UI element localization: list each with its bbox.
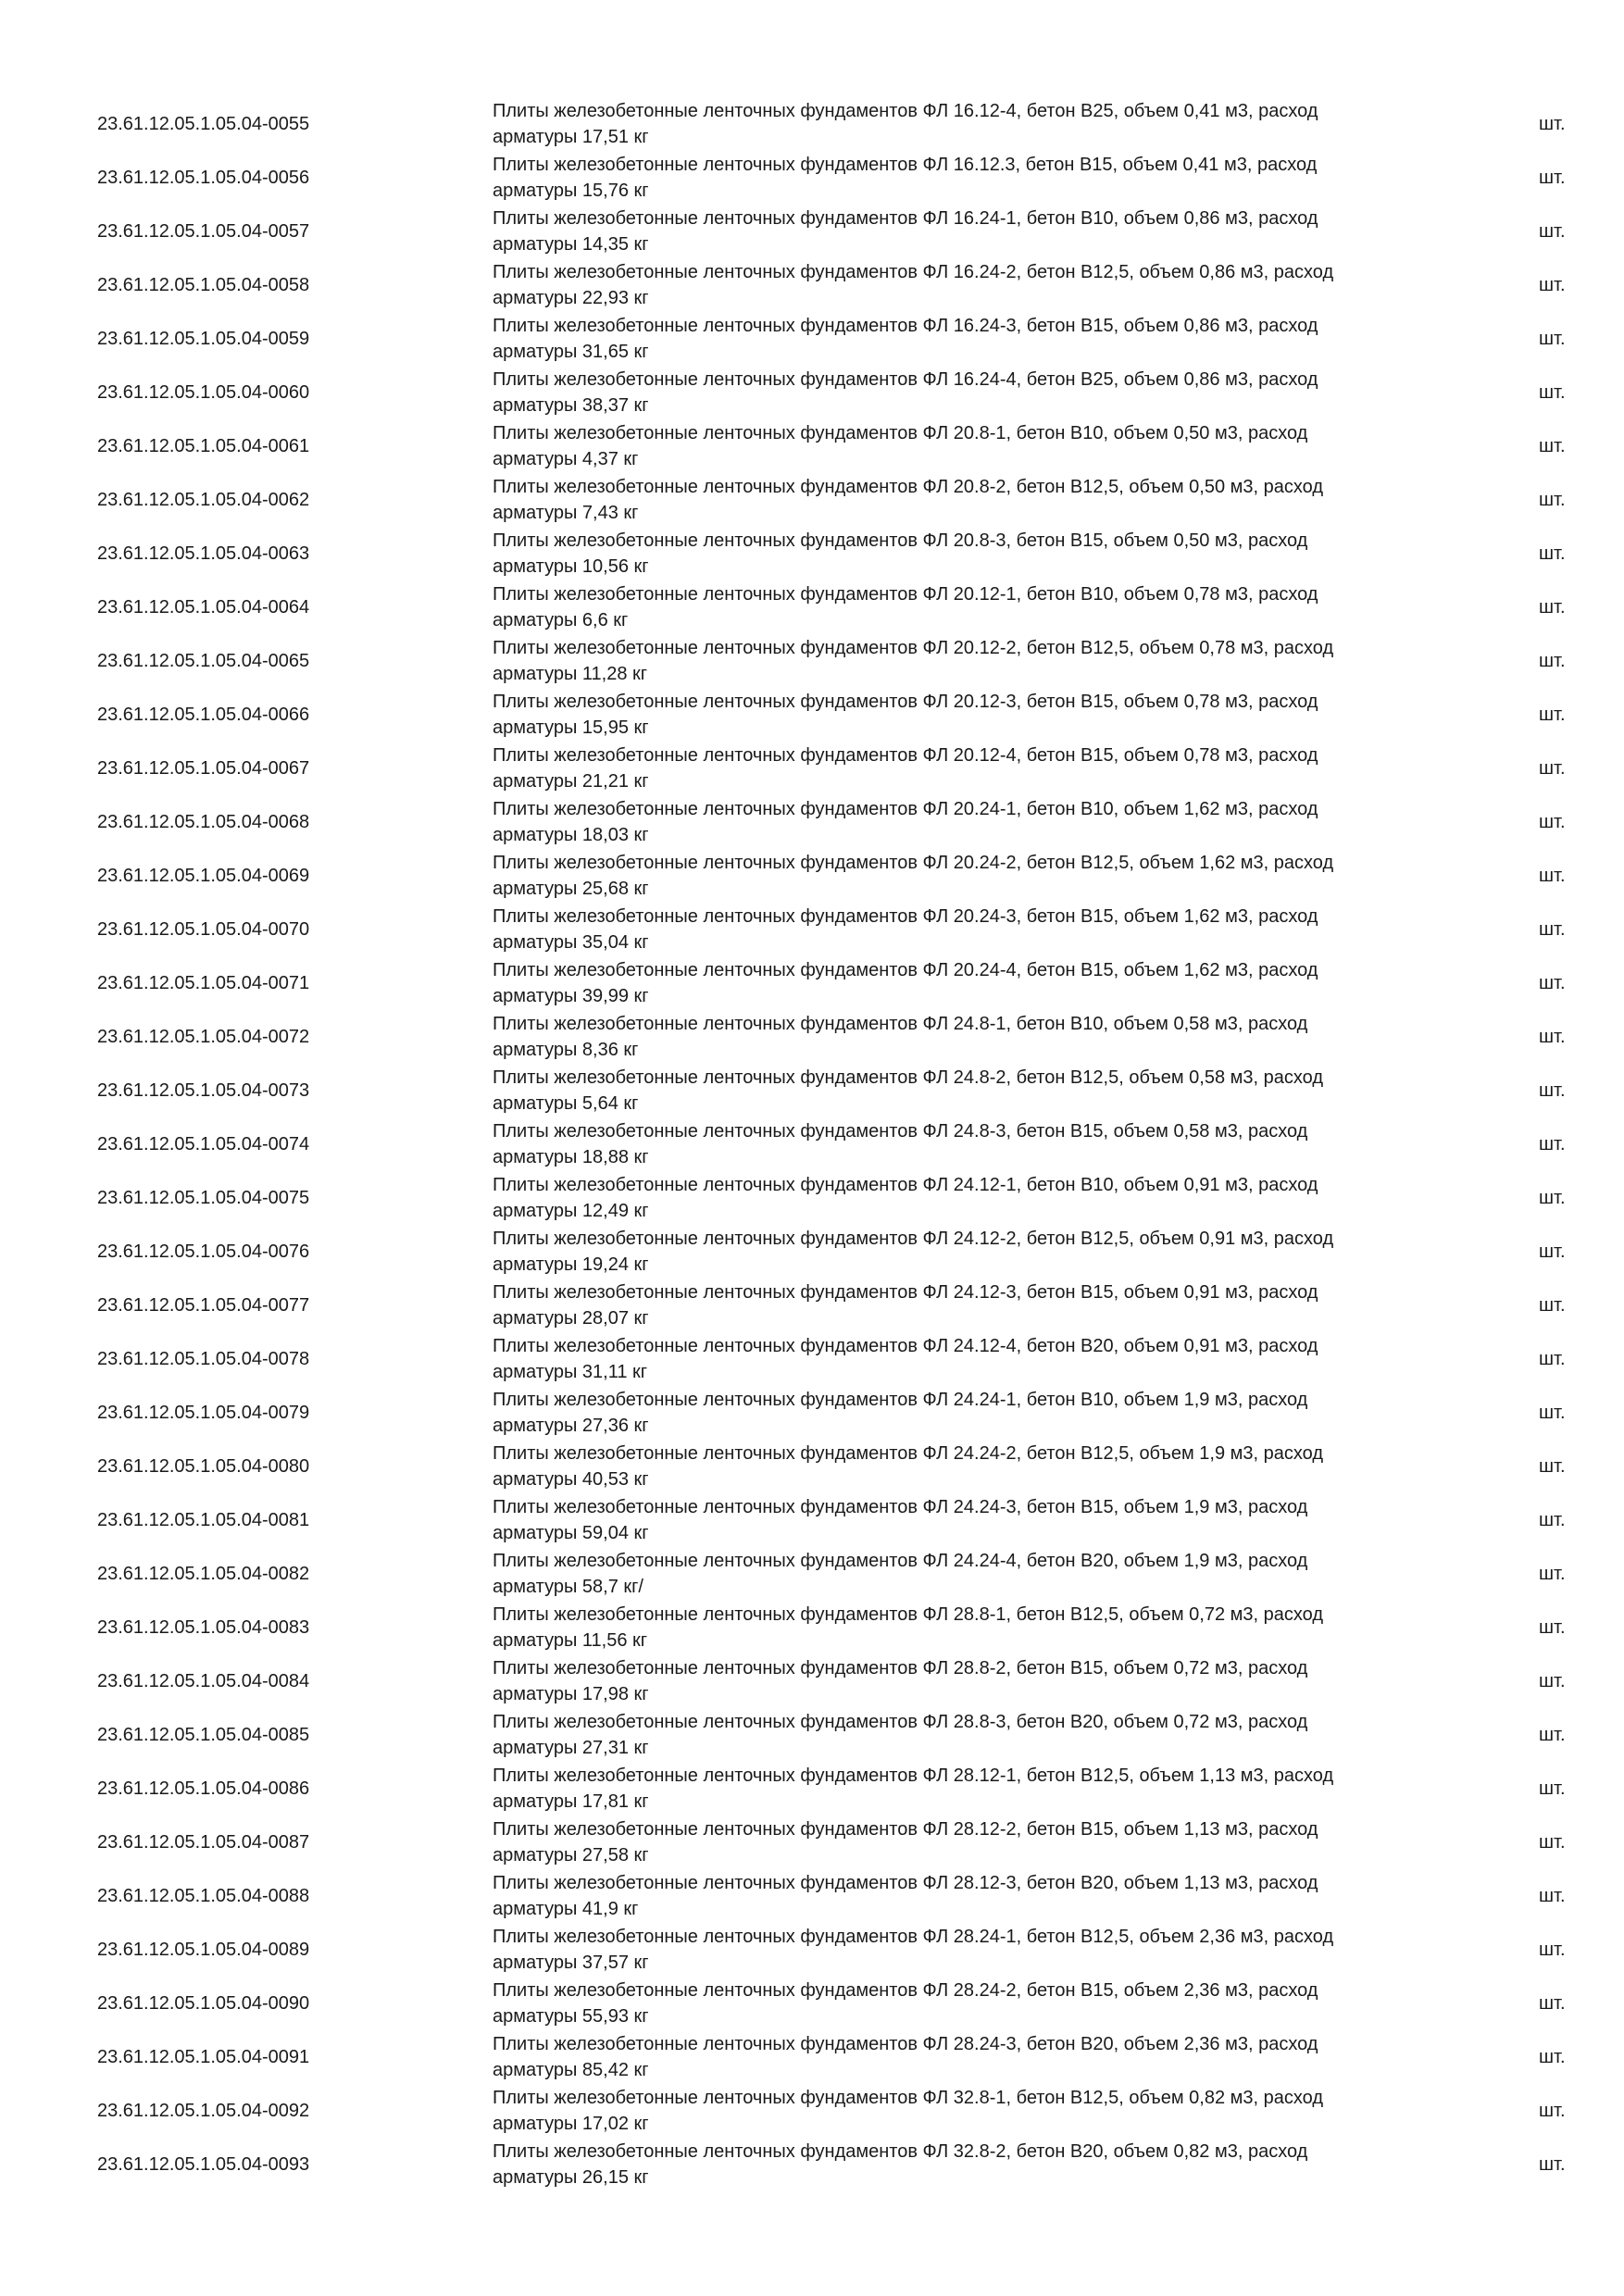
item-description-line2: арматуры 31,11 кг <box>493 1362 648 1382</box>
item-unit: шт. <box>1539 1617 1566 1638</box>
table-row <box>0 1010 1624 1064</box>
item-description <box>493 1172 1437 1224</box>
item-description-line2: арматуры 39,99 кг <box>493 986 649 1006</box>
item-code: 23.61.12.05.1.05.04-0060 <box>97 382 310 403</box>
item-code: 23.61.12.05.1.05.04-0091 <box>97 2047 310 2067</box>
item-unit: шт. <box>1539 1080 1566 1101</box>
table-row <box>0 1440 1624 1493</box>
item-code: 23.61.12.05.1.05.04-0084 <box>97 1671 310 1691</box>
item-description <box>493 2139 1437 2190</box>
item-description-line2: арматуры 27,58 кг <box>493 1845 649 1866</box>
item-description-line2: арматуры 35,04 кг <box>493 932 649 953</box>
item-description <box>493 581 1437 633</box>
item-description-line2: арматуры 15,95 кг <box>493 718 649 738</box>
table-row <box>0 1869 1624 1923</box>
item-unit: шт. <box>1539 1886 1566 1906</box>
table-row <box>0 1117 1624 1171</box>
item-description-line1: Плиты железобетонные ленточных фундаментов ФЛ 20.24-2, бетон В12,5, объем 1,62 м3, расход <box>493 853 1334 873</box>
table-row <box>0 1225 1624 1279</box>
item-description-line1: Плиты железобетонные ленточных фундаментов ФЛ 24.12-3, бетон В15, объем 0,91 м3, расход <box>493 1282 1318 1303</box>
item-description-line1: Плиты железобетонные ленточных фундаментов ФЛ 20.12-4, бетон В15, объем 0,78 м3, расход <box>493 745 1318 766</box>
item-description-line2: арматуры 10,56 кг <box>493 556 649 577</box>
item-unit: шт. <box>1539 651 1566 671</box>
item-description-line1: Плиты железобетонные ленточных фундаментов ФЛ 20.12-2, бетон В12,5, объем 0,78 м3, расход <box>493 638 1334 658</box>
item-description-line2: арматуры 17,98 кг <box>493 1684 649 1704</box>
item-description <box>493 1118 1437 1170</box>
item-description-line2: арматуры 25,68 кг <box>493 879 649 899</box>
item-description-line2: арматуры 58,7 кг/ <box>493 1577 643 1597</box>
table-row <box>0 1493 1624 1547</box>
table-row <box>0 1708 1624 1762</box>
table-row <box>0 2084 1624 2138</box>
item-unit: шт. <box>1539 329 1566 349</box>
item-description <box>493 367 1437 418</box>
item-code: 23.61.12.05.1.05.04-0068 <box>97 812 310 832</box>
table-row <box>0 473 1624 527</box>
item-code: 23.61.12.05.1.05.04-0081 <box>97 1510 310 1530</box>
item-description-line1: Плиты железобетонные ленточных фундаментов ФЛ 20.8-3, бетон В15, объем 0,50 м3, расход <box>493 530 1308 551</box>
item-description <box>493 1655 1437 1707</box>
item-description-line1: Плиты железобетонные ленточных фундаментов ФЛ 32.8-1, бетон В12,5, объем 0,82 м3, расход <box>493 2088 1324 2108</box>
item-code: 23.61.12.05.1.05.04-0082 <box>97 1564 310 1584</box>
item-code: 23.61.12.05.1.05.04-0077 <box>97 1295 310 1316</box>
item-code: 23.61.12.05.1.05.04-0073 <box>97 1080 310 1101</box>
table-row <box>0 419 1624 473</box>
item-description <box>493 1226 1437 1278</box>
item-unit: шт. <box>1539 1295 1566 1316</box>
item-code: 23.61.12.05.1.05.04-0062 <box>97 490 310 510</box>
item-description-line1: Плиты железобетонные ленточных фундаментов ФЛ 24.24-1, бетон В10, объем 1,9 м3, расход <box>493 1390 1308 1410</box>
item-unit: шт. <box>1539 1188 1566 1208</box>
item-unit: шт. <box>1539 1134 1566 1154</box>
item-description <box>493 796 1437 848</box>
item-description-line1: Плиты железобетонные ленточных фундаментов ФЛ 24.12-1, бетон В10, объем 0,91 м3, расход <box>493 1175 1318 1195</box>
item-code: 23.61.12.05.1.05.04-0061 <box>97 436 310 456</box>
item-code: 23.61.12.05.1.05.04-0056 <box>97 168 310 188</box>
item-description <box>493 206 1437 257</box>
item-description <box>493 1494 1437 1546</box>
item-description-line1: Плиты железобетонные ленточных фундаментов ФЛ 16.12-4, бетон В25, объем 0,41 м3, расход <box>493 101 1318 121</box>
item-description-line2: арматуры 17,51 кг <box>493 127 649 147</box>
item-description-line1: Плиты железобетонные ленточных фундаментов ФЛ 20.24-4, бетон В15, объем 1,62 м3, расход <box>493 960 1318 980</box>
table-row <box>0 1762 1624 1816</box>
item-description-line1: Плиты железобетонные ленточных фундаментов ФЛ 32.8-2, бетон В20, объем 0,82 м3, расход <box>493 2141 1308 2162</box>
item-description-line1: Плиты железобетонные ленточных фундаментов ФЛ 20.8-1, бетон В10, объем 0,50 м3, расход <box>493 423 1308 443</box>
item-unit: шт. <box>1539 2154 1566 2175</box>
item-code: 23.61.12.05.1.05.04-0071 <box>97 973 310 993</box>
item-description <box>493 1870 1437 1922</box>
item-description-line2: арматуры 26,15 кг <box>493 2167 649 2188</box>
item-unit: шт. <box>1539 973 1566 993</box>
item-code: 23.61.12.05.1.05.04-0074 <box>97 1134 310 1154</box>
item-description-line2: арматуры 6,6 кг <box>493 610 629 630</box>
item-description-line2: арматуры 12,49 кг <box>493 1201 649 1221</box>
item-description-line1: Плиты железобетонные ленточных фундаментов ФЛ 24.24-4, бетон В20, объем 1,9 м3, расход <box>493 1551 1308 1571</box>
item-code: 23.61.12.05.1.05.04-0086 <box>97 1778 310 1799</box>
item-description <box>493 1065 1437 1117</box>
item-description-line1: Плиты железобетонные ленточных фундаментов ФЛ 20.24-1, бетон В10, объем 1,62 м3, расход <box>493 799 1318 819</box>
item-description-line2: арматуры 59,04 кг <box>493 1523 649 1543</box>
item-description-line1: Плиты железобетонные ленточных фундаментов ФЛ 28.24-1, бетон В12,5, объем 2,36 м3, расход <box>493 1927 1334 1947</box>
item-unit: шт. <box>1539 1940 1566 1960</box>
item-unit: шт. <box>1539 168 1566 188</box>
item-description-line2: арматуры 11,28 кг <box>493 664 648 684</box>
item-unit: шт. <box>1539 114 1566 134</box>
item-unit: шт. <box>1539 812 1566 832</box>
item-description-line2: арматуры 4,37 кг <box>493 449 639 469</box>
item-unit: шт. <box>1539 919 1566 940</box>
item-description <box>493 2031 1437 2083</box>
table-row <box>0 1171 1624 1225</box>
table-row <box>0 795 1624 849</box>
item-description <box>493 420 1437 472</box>
item-description-line1: Плиты железобетонные ленточных фундаментов ФЛ 24.8-2, бетон В12,5, объем 0,58 м3, расход <box>493 1067 1324 1088</box>
table-row <box>0 1977 1624 2030</box>
item-description-line1: Плиты железобетонные ленточных фундаментов ФЛ 24.8-3, бетон В15, объем 0,58 м3, расход <box>493 1121 1308 1142</box>
table-row <box>0 527 1624 580</box>
item-unit: шт. <box>1539 221 1566 242</box>
item-code: 23.61.12.05.1.05.04-0069 <box>97 866 310 886</box>
item-unit: шт. <box>1539 866 1566 886</box>
item-description-line1: Плиты железобетонные ленточных фундаментов ФЛ 16.24-3, бетон В15, объем 0,86 м3, расход <box>493 316 1318 336</box>
table-row <box>0 1064 1624 1117</box>
item-description-line2: арматуры 17,81 кг <box>493 1791 649 1812</box>
item-code: 23.61.12.05.1.05.04-0088 <box>97 1886 310 1906</box>
item-description <box>493 528 1437 580</box>
item-description-line1: Плиты железобетонные ленточных фундаментов ФЛ 24.24-3, бетон В15, объем 1,9 м3, расход <box>493 1497 1308 1517</box>
item-description-line2: арматуры 27,31 кг <box>493 1738 649 1758</box>
item-description-line2: арматуры 22,93 кг <box>493 288 649 308</box>
item-unit: шт. <box>1539 1242 1566 1262</box>
item-unit: шт. <box>1539 1725 1566 1745</box>
item-description-line2: арматуры 18,88 кг <box>493 1147 649 1167</box>
item-code: 23.61.12.05.1.05.04-0093 <box>97 2154 310 2175</box>
item-description <box>493 1441 1437 1492</box>
item-description-line2: арматуры 19,24 кг <box>493 1254 649 1275</box>
table-row <box>0 1547 1624 1601</box>
item-unit: шт. <box>1539 382 1566 403</box>
item-description-line2: арматуры 28,07 кг <box>493 1308 649 1329</box>
item-description-line1: Плиты железобетонные ленточных фундаментов ФЛ 16.12.3, бетон В15, объем 0,41 м3, расход <box>493 155 1318 175</box>
item-unit: шт. <box>1539 543 1566 564</box>
item-code: 23.61.12.05.1.05.04-0076 <box>97 1242 310 1262</box>
item-description <box>493 635 1437 687</box>
item-unit: шт. <box>1539 1349 1566 1369</box>
item-description-line2: арматуры 15,76 кг <box>493 181 649 201</box>
item-description <box>493 1602 1437 1653</box>
item-unit: шт. <box>1539 1564 1566 1584</box>
item-description <box>493 474 1437 526</box>
item-description <box>493 1011 1437 1063</box>
item-code: 23.61.12.05.1.05.04-0065 <box>97 651 310 671</box>
item-description-line2: арматуры 21,21 кг <box>493 771 649 792</box>
table-row <box>0 1654 1624 1708</box>
item-code: 23.61.12.05.1.05.04-0087 <box>97 1832 310 1853</box>
item-code: 23.61.12.05.1.05.04-0085 <box>97 1725 310 1745</box>
table-row <box>0 2030 1624 2084</box>
item-code: 23.61.12.05.1.05.04-0092 <box>97 2101 310 2121</box>
table-row <box>0 1279 1624 1332</box>
item-unit: шт. <box>1539 758 1566 779</box>
item-description-line2: арматуры 85,42 кг <box>493 2060 649 2080</box>
table-row <box>0 258 1624 312</box>
item-code: 23.61.12.05.1.05.04-0067 <box>97 758 310 779</box>
item-code: 23.61.12.05.1.05.04-0066 <box>97 705 310 725</box>
table-row <box>0 97 1624 151</box>
item-unit: шт. <box>1539 705 1566 725</box>
item-description-line1: Плиты железобетонные ленточных фундаментов ФЛ 28.8-1, бетон В12,5, объем 0,72 м3, расход <box>493 1604 1324 1625</box>
table-row <box>0 742 1624 795</box>
item-unit: шт. <box>1539 2101 1566 2121</box>
item-description-line2: арматуры 37,57 кг <box>493 1953 649 1973</box>
table-row <box>0 688 1624 742</box>
table-row <box>0 1386 1624 1440</box>
item-description-line1: Плиты железобетонные ленточных фундаментов ФЛ 20.12-3, бетон В15, объем 0,78 м3, расход <box>493 692 1318 712</box>
item-description-line1: Плиты железобетонные ленточных фундаментов ФЛ 20.12-1, бетон В10, объем 0,78 м3, расход <box>493 584 1318 605</box>
table-row <box>0 1923 1624 1977</box>
item-description-line2: арматуры 11,56 кг <box>493 1630 648 1651</box>
item-unit: шт. <box>1539 1993 1566 2014</box>
item-description <box>493 98 1437 150</box>
item-code: 23.61.12.05.1.05.04-0070 <box>97 919 310 940</box>
item-unit: шт. <box>1539 1832 1566 1853</box>
item-unit: шт. <box>1539 1027 1566 1047</box>
table-row <box>0 1601 1624 1654</box>
table-row <box>0 205 1624 258</box>
item-code: 23.61.12.05.1.05.04-0063 <box>97 543 310 564</box>
item-description-line1: Плиты железобетонные ленточных фундаментов ФЛ 28.24-2, бетон В15, объем 2,36 м3, расход <box>493 1980 1318 2001</box>
item-description-line1: Плиты железобетонные ленточных фундаментов ФЛ 28.8-3, бетон В20, объем 0,72 м3, расход <box>493 1712 1308 1732</box>
item-code: 23.61.12.05.1.05.04-0058 <box>97 275 310 295</box>
table-row <box>0 312 1624 366</box>
item-description-line1: Плиты железобетонные ленточных фундаментов ФЛ 28.8-2, бетон В15, объем 0,72 м3, расход <box>493 1658 1308 1678</box>
item-description <box>493 1763 1437 1815</box>
table-row <box>0 956 1624 1010</box>
item-description-line1: Плиты железобетонные ленточных фундаментов ФЛ 28.12-3, бетон В20, объем 1,13 м3, расход <box>493 1873 1318 1893</box>
table-row <box>0 151 1624 205</box>
table-row <box>0 580 1624 634</box>
table-row <box>0 903 1624 956</box>
table-row <box>0 2138 1624 2191</box>
item-description <box>493 1978 1437 2029</box>
item-description <box>493 1709 1437 1761</box>
item-description <box>493 957 1437 1009</box>
item-description <box>493 259 1437 311</box>
item-code: 23.61.12.05.1.05.04-0057 <box>97 221 310 242</box>
item-description-line2: арматуры 17,02 кг <box>493 2114 649 2134</box>
item-description <box>493 904 1437 955</box>
table-row <box>0 1332 1624 1386</box>
item-code: 23.61.12.05.1.05.04-0064 <box>97 597 310 618</box>
item-description <box>493 1548 1437 1600</box>
item-description-line1: Плиты железобетонные ленточных фундаментов ФЛ 24.24-2, бетон В12,5, объем 1,9 м3, расход <box>493 1443 1324 1464</box>
item-description-line2: арматуры 40,53 кг <box>493 1469 649 1490</box>
item-description-line1: Плиты железобетонные ленточных фундаментов ФЛ 16.24-4, бетон В25, объем 0,86 м3, расход <box>493 369 1318 390</box>
table-row <box>0 634 1624 688</box>
item-description-line1: Плиты железобетонные ленточных фундаментов ФЛ 24.12-2, бетон В12,5, объем 0,91 м3, расход <box>493 1229 1334 1249</box>
item-description <box>493 2085 1437 2137</box>
item-description-line2: арматуры 31,65 кг <box>493 342 649 362</box>
item-description <box>493 850 1437 902</box>
item-description-line2: арматуры 27,36 кг <box>493 1416 649 1436</box>
item-unit: шт. <box>1539 1456 1566 1477</box>
table-row <box>0 366 1624 419</box>
item-code: 23.61.12.05.1.05.04-0080 <box>97 1456 310 1477</box>
item-description-line1: Плиты железобетонные ленточных фундаментов ФЛ 16.24-1, бетон В10, объем 0,86 м3, расход <box>493 208 1318 229</box>
item-description-line2: арматуры 55,93 кг <box>493 2006 649 2027</box>
table-row <box>0 1816 1624 1869</box>
item-unit: шт. <box>1539 1510 1566 1530</box>
item-code: 23.61.12.05.1.05.04-0055 <box>97 114 310 134</box>
item-description-line1: Плиты железобетонные ленточных фундаментов ФЛ 16.24-2, бетон В12,5, объем 0,86 м3, расход <box>493 262 1334 282</box>
item-description-line1: Плиты железобетонные ленточных фундаментов ФЛ 24.8-1, бетон В10, объем 0,58 м3, расход <box>493 1014 1308 1034</box>
item-description-line1: Плиты железобетонные ленточных фундаментов ФЛ 28.24-3, бетон В20, объем 2,36 м3, расход <box>493 2034 1318 2054</box>
item-code: 23.61.12.05.1.05.04-0090 <box>97 1993 310 2014</box>
item-unit: шт. <box>1539 275 1566 295</box>
item-unit: шт. <box>1539 1403 1566 1423</box>
item-description <box>493 1816 1437 1868</box>
item-code: 23.61.12.05.1.05.04-0079 <box>97 1403 310 1423</box>
item-description-line1: Плиты железобетонные ленточных фундаментов ФЛ 20.8-2, бетон В12,5, объем 0,50 м3, расход <box>493 477 1324 497</box>
item-description-line2: арматуры 38,37 кг <box>493 395 649 416</box>
item-description <box>493 689 1437 741</box>
item-code: 23.61.12.05.1.05.04-0089 <box>97 1940 310 1960</box>
item-description-line2: арматуры 8,36 кг <box>493 1040 639 1060</box>
table-row <box>0 849 1624 903</box>
item-description-line1: Плиты железобетонные ленточных фундаментов ФЛ 20.24-3, бетон В15, объем 1,62 м3, расход <box>493 906 1318 927</box>
item-description-line1: Плиты железобетонные ленточных фундаментов ФЛ 24.12-4, бетон В20, объем 0,91 м3, расход <box>493 1336 1318 1356</box>
item-unit: шт. <box>1539 597 1566 618</box>
item-description-line2: арматуры 41,9 кг <box>493 1899 639 1919</box>
item-description <box>493 1924 1437 1976</box>
item-code: 23.61.12.05.1.05.04-0075 <box>97 1188 310 1208</box>
item-description-line2: арматуры 14,35 кг <box>493 234 649 255</box>
item-description-line2: арматуры 18,03 кг <box>493 825 649 845</box>
item-unit: шт. <box>1539 1671 1566 1691</box>
item-unit: шт. <box>1539 2047 1566 2067</box>
item-description <box>493 313 1437 365</box>
item-description <box>493 742 1437 794</box>
item-unit: шт. <box>1539 436 1566 456</box>
item-description <box>493 1387 1437 1439</box>
item-unit: шт. <box>1539 1778 1566 1799</box>
price-table <box>0 97 1624 2191</box>
item-code: 23.61.12.05.1.05.04-0078 <box>97 1349 310 1369</box>
item-code: 23.61.12.05.1.05.04-0083 <box>97 1617 310 1638</box>
item-description-line1: Плиты железобетонные ленточных фундаментов ФЛ 28.12-2, бетон В15, объем 1,13 м3, расход <box>493 1819 1318 1840</box>
item-description <box>493 1333 1437 1385</box>
item-description-line1: Плиты железобетонные ленточных фундаментов ФЛ 28.12-1, бетон В12,5, объем 1,13 м3, расход <box>493 1766 1334 1786</box>
item-description-line2: арматуры 7,43 кг <box>493 503 639 523</box>
item-code: 23.61.12.05.1.05.04-0072 <box>97 1027 310 1047</box>
item-description <box>493 152 1437 204</box>
item-code: 23.61.12.05.1.05.04-0059 <box>97 329 310 349</box>
item-description <box>493 1279 1437 1331</box>
item-unit: шт. <box>1539 490 1566 510</box>
item-description-line2: арматуры 5,64 кг <box>493 1093 639 1114</box>
